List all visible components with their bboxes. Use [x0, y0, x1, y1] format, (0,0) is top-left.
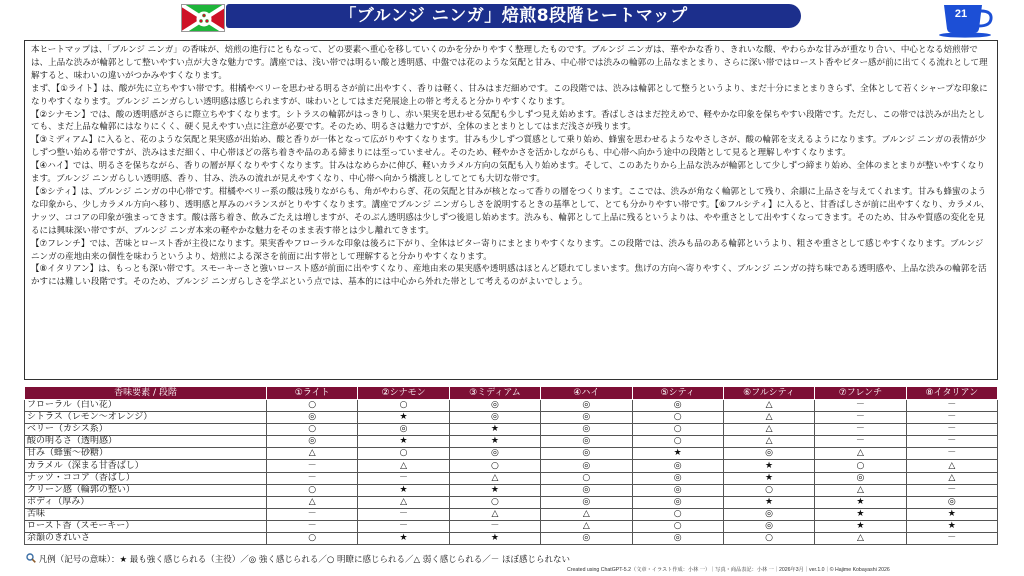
table-cell: ◎: [723, 448, 814, 460]
column-header: ⑥フルシティ: [723, 387, 814, 400]
table-cell: －: [906, 412, 997, 424]
row-label: 甘み（蜂蜜〜砂糖）: [25, 448, 267, 460]
magnifier-icon: [26, 555, 39, 565]
column-header: ②シナモン: [358, 387, 449, 400]
table-cell: －: [815, 424, 906, 436]
intro-text-box: [24, 40, 998, 380]
table-cell: ○: [449, 496, 540, 508]
table-cell: △: [906, 472, 997, 484]
table-cell: －: [358, 520, 449, 532]
table-cell: ★: [815, 520, 906, 532]
table-cell: ◎: [358, 424, 449, 436]
legend-text: 凡例（記号の意味）：★ 最も強く感じられる（主役）／◎ 強く感じられる／○ 明瞭に感じられる／△ 弱く感じられる／－ ほぼ感じられない: [38, 555, 570, 565]
table-row: [25, 412, 998, 424]
table-cell: －: [906, 484, 997, 496]
table-cell: －: [449, 520, 540, 532]
table-cell: ○: [358, 400, 449, 412]
table-cell: ○: [632, 508, 723, 520]
row-label: ロースト香（スモーキー）: [25, 520, 267, 532]
table-cell: △: [449, 508, 540, 520]
table-cell: ★: [358, 412, 449, 424]
table-cell: －: [906, 436, 997, 448]
column-header: 香味要素 / 段階: [25, 387, 267, 400]
table-cell: △: [541, 520, 632, 532]
table-cell: ◎: [267, 436, 358, 448]
table-cell: －: [815, 436, 906, 448]
table-cell: ○: [632, 424, 723, 436]
table-cell: ◎: [541, 400, 632, 412]
table-cell: －: [815, 400, 906, 412]
intro-paragraph: まず、【①ライト】は、酸が先に立ちやすい帯です。柑橘やベリーを思わせる明るさが前に出やすく、香りは軽く、甘みはまだ細めです。この段階では、渋みは輪郭として整うというより、まだ十分にまとまりきらず、全体として若くシャープな印象になりやすくなります。ブルンジ ニンガらしい透明感は感じられますが、味わいとしてはまだ発展途上の帯と考えると分かりやすくなります。: [31, 83, 988, 107]
intro-paragraph: 【④ハイ】では、明るさを保ちながら、香りの層が厚くなりやすくなります。甘みはなめらかに伸び、軽いカラメル方向の気配も入り始めます。そして、このあたりから上品な渋みが輪郭として少しずつ締まり始め、全体のまとまりが整いやすくなります。ブルンジ ニンガらしい透明感、香り、甘み、渋みの流れが見えやすくなり、中心帯へ向かう橋渡しとしてとても大切な帯です。: [31, 161, 985, 185]
intro-paragraph: 【⑧イタリアン】は、もっとも深い帯です。スモーキーさと強いロースト感が前面に出やすくなり、産地由来の果実感や透明感はほとんど隠れてしまいます。焦げの方向へ寄りやすく、ブルンジ ニンガの持ち味である透明感や、上品な渋みの輪郭を活かすには難しい段階です。そのため、ブルンジ ニンガらしさを学ぶという点では、基本的には中心から外れた帯として考えるのがよいでしょう。: [31, 264, 987, 288]
table-header-row: [25, 387, 998, 400]
table-cell: ◎: [632, 400, 723, 412]
table-cell: ○: [267, 424, 358, 436]
table-cell: ◎: [541, 436, 632, 448]
table-cell: －: [267, 508, 358, 520]
table-row: [25, 448, 998, 460]
row-label: 余韻のきれいさ: [25, 533, 267, 545]
table-cell: ★: [449, 424, 540, 436]
table-cell: ★: [632, 448, 723, 460]
table-cell: －: [267, 520, 358, 532]
table-cell: ◎: [632, 484, 723, 496]
table-row: [25, 436, 998, 448]
table-cell: －: [906, 448, 997, 460]
credit-line: Created using ChatGPT-5.2（文章・イラスト作成：小林 一）｜写真・商品表記：小林 一｜2026年3月｜ver.1.0｜© Hajime Kobayashi 2026: [567, 567, 890, 573]
table-cell: △: [723, 412, 814, 424]
column-header: ④ハイ: [541, 387, 632, 400]
table-cell: ○: [723, 533, 814, 545]
table-row: [25, 533, 998, 545]
table-cell: ○: [449, 460, 540, 472]
row-label: カラメル（深まる甘香ばし）: [25, 460, 267, 472]
table-cell: ★: [906, 520, 997, 532]
table-cell: ★: [815, 508, 906, 520]
table-cell: ★: [906, 508, 997, 520]
table-cell: ○: [632, 436, 723, 448]
table-row: [25, 460, 998, 472]
table-cell: ◎: [541, 412, 632, 424]
table-cell: ◎: [632, 533, 723, 545]
table-cell: ○: [267, 484, 358, 496]
table-cell: ◎: [541, 424, 632, 436]
row-label: フローラル（白い花）: [25, 400, 267, 412]
table-cell: △: [815, 533, 906, 545]
intro-paragraph: 【③ミディアム】に入ると、花のような気配と果実感が出始め、酸と香りが一体となって広がりやすくなります。甘みも少しずつ質感として乗り始め、蜂蜜を思わせるようなやさしさが、酸の輪郭を支えるようになります。ブルンジ ニンガの表情が少しずつ整い始める帯ですが、渋みはまだ細く、中心帯ほどの落ち着きや品のある締まりには至っていません。そのため、軽やかさを活かしながらも、中心帯へ向かう途中の段階として見ると理解しやすくなります。: [31, 135, 986, 159]
table-row: [25, 484, 998, 496]
table-row: [25, 496, 998, 508]
column-header: ⑤シティ: [632, 387, 723, 400]
table-cell: ◎: [541, 496, 632, 508]
table-cell: －: [815, 412, 906, 424]
row-label: シトラス（レモン〜オレンジ）: [25, 412, 267, 424]
table-cell: ○: [541, 472, 632, 484]
table-cell: ◎: [449, 400, 540, 412]
table-cell: ○: [815, 460, 906, 472]
table-cell: ◎: [632, 472, 723, 484]
table-row: [25, 520, 998, 532]
table-cell: ★: [449, 533, 540, 545]
table-cell: －: [358, 508, 449, 520]
row-label: ベリー（カシス系）: [25, 424, 267, 436]
table-row: [25, 472, 998, 484]
table-cell: ◎: [449, 448, 540, 460]
table-cell: ★: [449, 484, 540, 496]
legend: [26, 553, 570, 565]
table-cell: ○: [267, 533, 358, 545]
table-cell: －: [267, 472, 358, 484]
table-cell: －: [358, 472, 449, 484]
table-cell: ★: [723, 460, 814, 472]
table-cell: △: [449, 472, 540, 484]
column-header: ⑧イタリアン: [906, 387, 997, 400]
table-cell: △: [541, 508, 632, 520]
column-header: ①ライト: [267, 387, 358, 400]
table-cell: －: [906, 400, 997, 412]
table-cell: △: [723, 436, 814, 448]
table-cell: －: [267, 460, 358, 472]
table-cell: ★: [449, 436, 540, 448]
row-label: ナッツ・ココア（香ばし）: [25, 472, 267, 484]
table-row: [25, 508, 998, 520]
column-header: ③ミディアム: [449, 387, 540, 400]
table-cell: △: [267, 448, 358, 460]
table-cell: △: [815, 484, 906, 496]
table-cell: ◎: [449, 412, 540, 424]
table-cell: △: [358, 496, 449, 508]
page-number: 21: [954, 8, 968, 20]
table-cell: ◎: [541, 533, 632, 545]
row-label: クリーン感（輪郭の整い）: [25, 484, 267, 496]
table-cell: △: [267, 496, 358, 508]
table-cell: △: [723, 424, 814, 436]
table-cell: △: [906, 460, 997, 472]
table-cell: ◎: [906, 496, 997, 508]
intro-paragraph: 本ヒートマップは、「ブルンジ ニンガ」の香味が、焙煎の進行にともなって、どの要素へ重心を移していくのかを分かりやすく整理したものです。ブルンジ ニンガは、華やかな香り、きれいな酸、やわらかな甘みが重なり合い、中心となる焙煎帯では、上品な渋みが輪郭として整いやすい点が大きな魅力です。講座では、浅い帯では明るい酸と透明感、中盤では花のような気配と甘み、中心帯では渋みの輪郭の上品なまとまり、さらに深い帯ではロースト香やビター感が前に出てくる流れとして理解すると、味わいの違いがつかみやすくなります。: [31, 45, 988, 81]
table-cell: ○: [267, 400, 358, 412]
intro-paragraph: 【②シナモン】では、酸の透明感がさらに際立ちやすくなります。シトラスの輪郭がはっきりし、赤い果実を思わせる気配も少しずつ見え始めます。香ばしさはまだ控えめで、軽やかな印象を保ちやすい段階です。ただし、この帯では渋みが出たとしても、まだ上品な輪郭にはなりにくく、硬く見えやすい点に注意が必要です。そのため、明るさは魅力ですが、全体のまとまりとしてはまだ浅さが残ります。: [31, 109, 985, 133]
table-row: [25, 424, 998, 436]
column-header: ⑦フレンチ: [815, 387, 906, 400]
intro-paragraph: 【⑦フレンチ】では、苦味とロースト香が主役になります。果実香やフローラルな印象は後ろに下がり、全体はビター寄りにまとまりやすくなります。この段階では、渋みも品のある輪郭というより、粗さや重さとして感じやすくなります。ブルンジ ニンガの産地由来の個性を味わうというより、焙煎による深さを前面に出す帯として理解すると分かりやすくなります。: [31, 238, 984, 262]
table-cell: △: [815, 448, 906, 460]
row-label: ボディ（厚み）: [25, 496, 267, 508]
roast-heatmap-table: [24, 386, 998, 545]
table-cell: ◎: [632, 460, 723, 472]
table-cell: ◎: [541, 460, 632, 472]
row-label: 苦味: [25, 508, 267, 520]
page-title: 「ブルンジ ニンガ」焙煎8段階ヒートマップ: [226, 4, 801, 28]
table-cell: ★: [358, 533, 449, 545]
table-cell: ◎: [541, 484, 632, 496]
table-cell: ◎: [267, 412, 358, 424]
table-cell: ★: [723, 496, 814, 508]
table-cell: ◎: [541, 448, 632, 460]
table-cell: ○: [632, 412, 723, 424]
table-cell: ○: [632, 520, 723, 532]
table-row: [25, 400, 998, 412]
table-cell: △: [723, 400, 814, 412]
intro-paragraph: 【⑤シティ】は、ブルンジ ニンガの中心帯です。柑橘やベリー系の酸は残りながらも、角がやわらぎ、花の気配と甘みが核となって香りの層をつくります。ここでは、渋みが角なく輪郭として残り、余韻に上品さを与えてくれます。甘みも蜂蜜のような印象から、少しカラメル方向へ移り、透明感と厚みのバランスがとりやすくなります。講座でブルンジ ニンガらしさを説明するときの基準として、とても分かりやすい帯です。【⑥フルシティ】に入ると、甘香ばしさが前に出やすくなり、カラメル、ナッツ、ココアの印象が強まってきます。酸は落ち着き、飲みごたえは増しますが、そのぶん透明感は少しずつ後退し始めます。渋みも、輪郭として上品に残るというよりは、やや重さとして出やすくなってきます。そのため、甘みや質感の変化を見るには興味深い帯ですが、ブルンジ ニンガ本来の軽やかな魅力をそのまま表す帯とは少し離れてきます。: [31, 186, 990, 236]
row-label: 酸の明るさ（透明感）: [25, 436, 267, 448]
burundi-flag-icon: [181, 4, 225, 32]
table-cell: ◎: [632, 496, 723, 508]
table-cell: ◎: [815, 472, 906, 484]
table-cell: △: [358, 460, 449, 472]
table-cell: ★: [358, 436, 449, 448]
table-cell: －: [906, 424, 997, 436]
table-cell: －: [906, 533, 997, 545]
table-cell: ★: [723, 472, 814, 484]
table-cell: ◎: [723, 508, 814, 520]
table-cell: ◎: [723, 520, 814, 532]
table-cell: ○: [723, 484, 814, 496]
table-cell: ○: [358, 448, 449, 460]
table-cell: ★: [815, 496, 906, 508]
table-cell: ★: [358, 484, 449, 496]
